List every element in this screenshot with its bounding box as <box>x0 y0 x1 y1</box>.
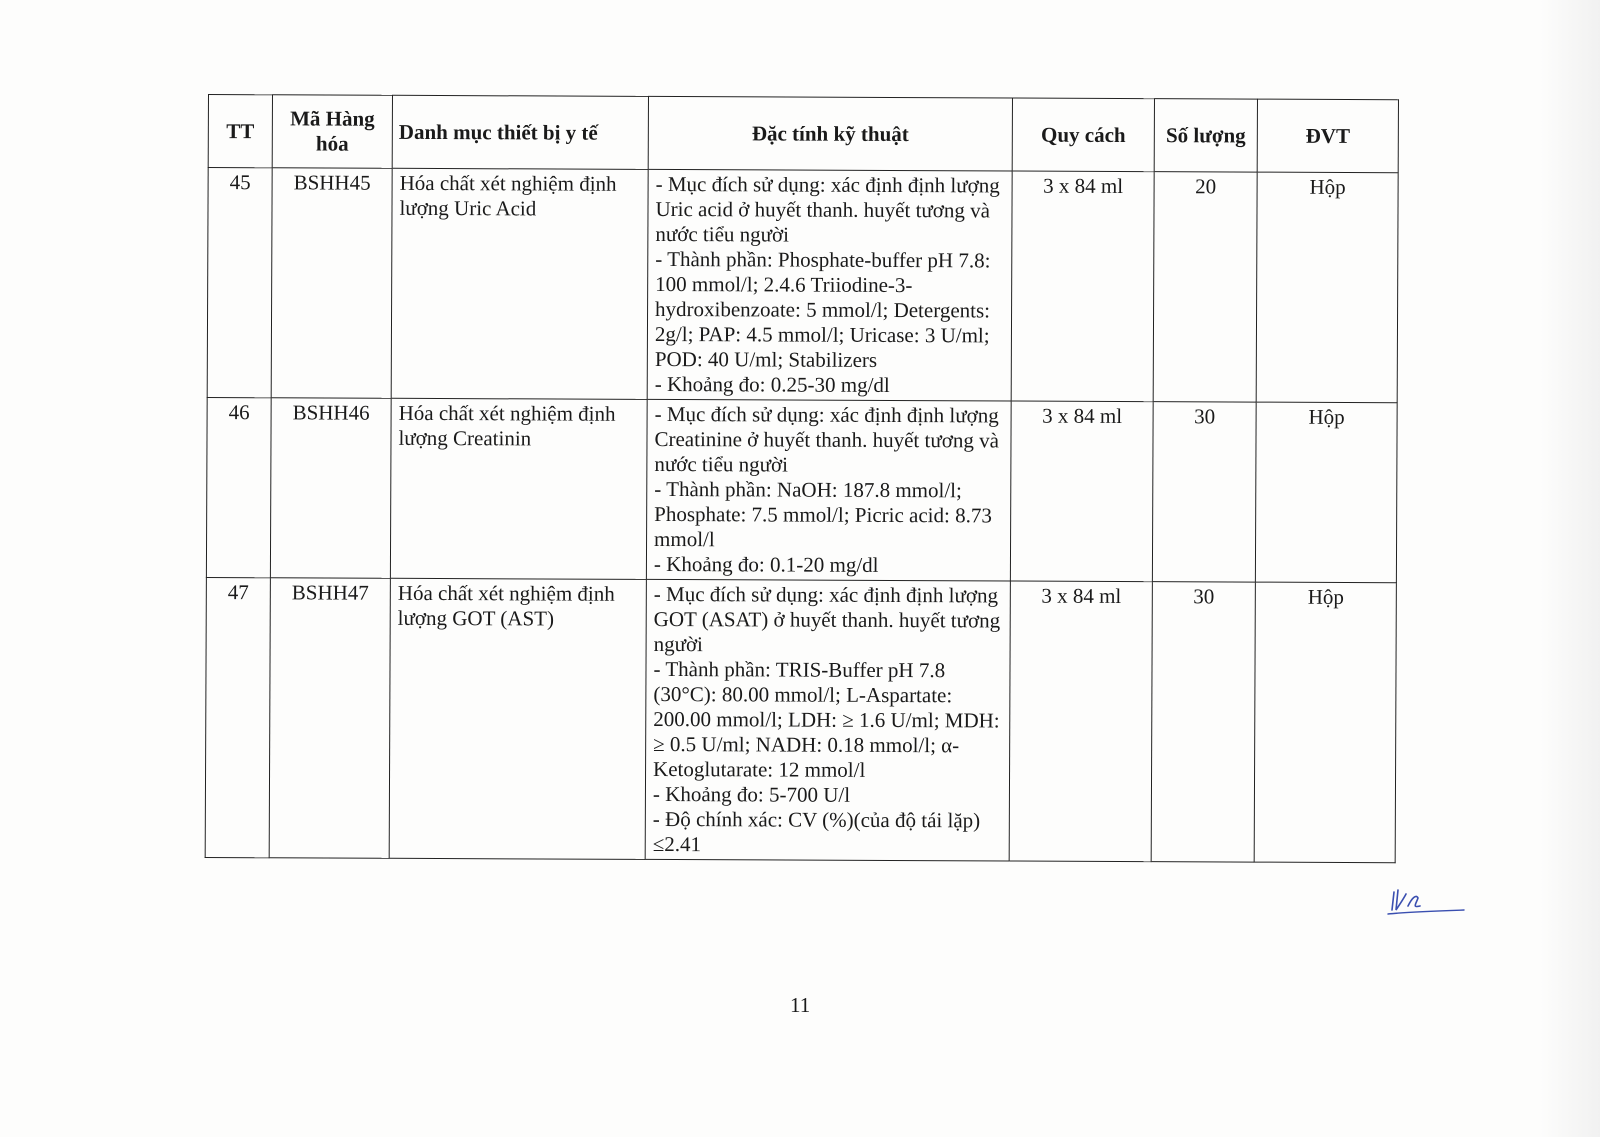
spec-line: - Khoảng đo: 5-700 U/l <box>652 781 851 807</box>
cell-packing: 3 x 84 ml <box>1010 401 1153 582</box>
spec-line: - Độ chính xác: CV (%)(của độ tái lặp) ≤2.41 <box>652 806 981 857</box>
cell-spec <box>645 579 1010 861</box>
spec-line: - Thành phần: Phosphate-buffer pH 7.8: 100 mmol/l; 2.4.6 Triiodine-3-hydroxibenzoate: 5 mmol/l; Detergents: 2g/l; PAP: 4.5 mmol/l; Uricase: 3 U/ml; POD: 40 U/ml; Stabilizers <box>654 246 991 372</box>
cell-quantity: 20 <box>1153 172 1257 402</box>
spec-line: - Khoảng đo: 0.25-30 mg/dl <box>654 371 890 397</box>
spec-line: - Thành phần: NaOH: 187.8 mmol/l; Phosphate: 7.5 mmol/l; Picric acid: 8.73 mmol/l <box>654 476 992 552</box>
document-sheet <box>205 94 1399 863</box>
cell-name: Hóa chất xét nghiệm định lượng Creatinin <box>390 398 647 579</box>
cell-unit: Hộp <box>1254 582 1396 863</box>
spec-line: - Khoảng đo: 0.1-20 mg/dl <box>653 551 879 577</box>
cell-tt: 45 <box>207 168 272 398</box>
table-row <box>205 577 1396 862</box>
header-quantity: Số lượng <box>1154 99 1257 172</box>
header-tt: TT <box>208 95 272 168</box>
cell-code: BSHH45 <box>271 168 392 399</box>
spec-line: - Mục đích sử dụng: xác định định lượng GOT (ASAT) ở huyết thanh. huyết tương người <box>653 581 1001 657</box>
cell-name: Hóa chất xét nghiệm định lượng GOT (AST) <box>389 578 646 859</box>
cell-unit: Hộp <box>1256 172 1398 403</box>
header-spec: Đặc tính kỹ thuật <box>648 96 1012 171</box>
cell-unit: Hộp <box>1255 402 1397 583</box>
cell-tt: 47 <box>205 577 270 857</box>
cell-spec <box>646 399 1011 581</box>
table-row <box>206 397 1397 582</box>
spec-line: - Mục đích sử dụng: xác định định lượng Uric acid ở huyết thanh. huyết tương và nước tiểu người <box>655 171 1000 247</box>
equipment-table <box>205 94 1399 863</box>
spec-line: - Thành phần: TRIS-Buffer pH 7.8 (30°C): 80.00 mmol/l; L-Aspartate: 200.00 mmol/l; LDH: ≥ 1.6 U/ml; MDH: ≥ 0.5 U/ml; NADH: 0.18 mmol/l; α-Ketoglutarate: 12 mmol/l <box>653 656 1000 782</box>
cell-tt: 46 <box>206 397 271 577</box>
header-unit: ĐVT <box>1257 99 1398 173</box>
cell-name: Hóa chất xét nghiệm định lượng Uric Acid <box>391 168 648 399</box>
cell-packing: 3 x 84 ml <box>1009 581 1152 862</box>
table-header-row <box>208 95 1398 173</box>
header-name: Danh mục thiết bị y tế <box>392 95 648 169</box>
page-edge-shadow <box>1540 0 1600 1137</box>
cell-packing: 3 x 84 ml <box>1011 171 1154 402</box>
cell-quantity: 30 <box>1152 402 1256 582</box>
header-code: Mã Hàng hóa <box>272 95 392 169</box>
handwritten-initials-icon <box>1386 884 1466 924</box>
page-number: 11 <box>790 993 811 1017</box>
table-row <box>207 168 1398 403</box>
cell-quantity: 30 <box>1151 582 1255 862</box>
cell-code: BSHH46 <box>270 398 391 579</box>
cell-spec <box>647 169 1012 401</box>
header-packing: Quy cách <box>1012 98 1154 172</box>
cell-code: BSHH47 <box>269 578 390 859</box>
spec-line: - Mục đích sử dụng: xác định định lượng Creatinine ở huyết thanh. huyết tương và nước tiểu người <box>654 401 999 477</box>
